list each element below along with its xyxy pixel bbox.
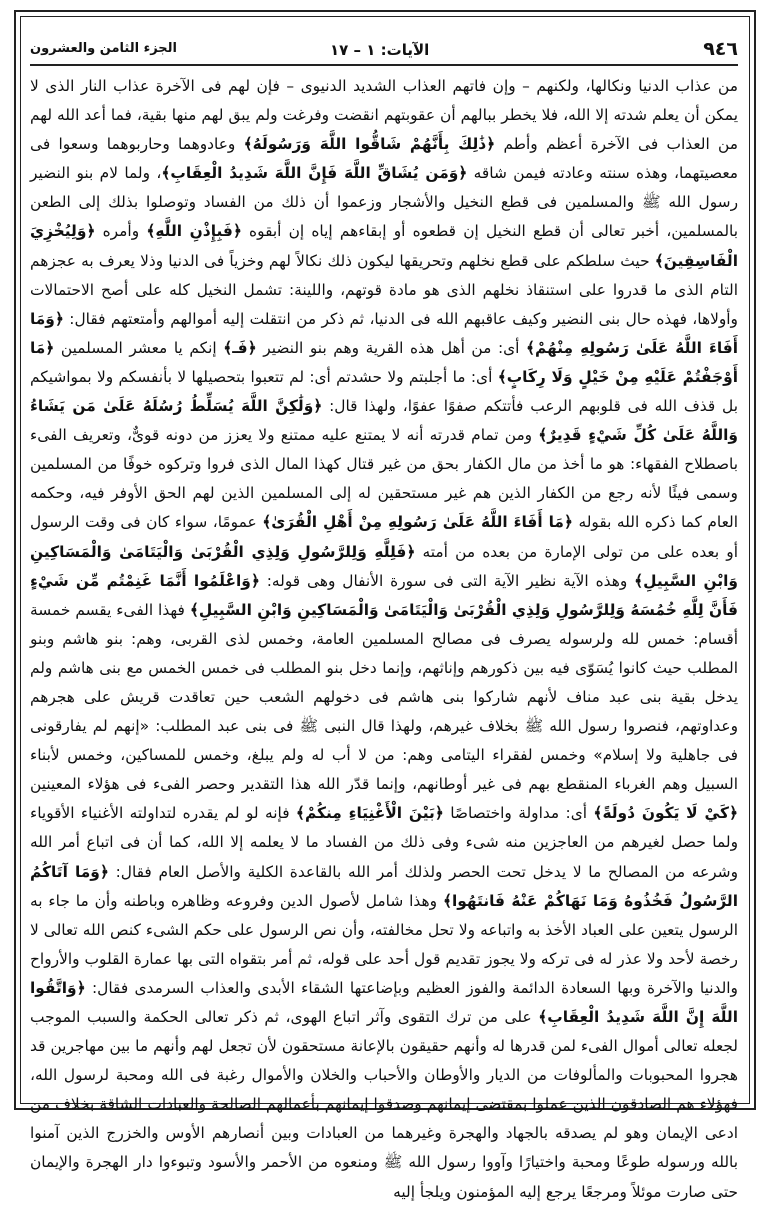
running-header bbox=[30, 38, 738, 64]
juz-title: الجزء الثامن والعشرون bbox=[30, 41, 178, 56]
quran-quote: ﴿وَلَٰكِنَّ اللَّهَ يُسَلِّطُ رُسُلَهُ عَلَىٰ مَن يَشَاءُ وَاللَّهُ عَلَىٰ كُلِّ شَيْءٍ قَدِيرٌ﴾ bbox=[30, 397, 738, 445]
quran-quote: ﴿كَيْ لَا يَكُونَ دُولَةً﴾ bbox=[593, 804, 739, 823]
quran-quote: ﴿فَلِلَّهِ وَلِلرَّسُولِ وَلِذِي الْقُرْبَىٰ وَالْيَتَامَىٰ وَالْمَسَاكِينِ وَابْنِ السَّبِيلِ﴾ bbox=[30, 542, 739, 590]
commentary-paragraph: من عذاب الدنيا ونكالها، ولكنهم – وإن فاتهم العذاب الشديد الدنيوى – فإن لهم فى الآخرة عذاب النار الذى لا يمكن أن يعلم شدته إلا الله، فلا يخطر ببالهم أن عقوبتهم انقضت وفرغت ولم يبق لهم منها بقية، فما أعد الله لهم من العذاب فى الآخرة أعظم وأطم ﴿ذَٰلِكَ بِأَنَّهُمْ شَاقُّوا اللَّهَ وَرَسُولَهُ﴾ وعادوهما وحاربوهما وسعوا فى معصيتهما، وهذه سنته وعادته فيمن شاقه ﴿وَمَن يُشَاقِّ اللَّهَ فَإِنَّ اللَّهَ شَدِيدُ الْعِقَابِ﴾، ولما لام بنو النضير رسول الله ﷺ والمسلمين فى قطع النخيل والأشجار وزعموا أن ذلك من الفساد وتوصلوا بذلك إلى الطعن بالمسلمين، أخبر تعالى أن قطع النخيل إن قطعوه أو إبقاءهم إياه إن أبقوه ﴿فَبِإِذْنِ اللَّهِ﴾ وأمره ﴿وَلِيُخْزِيَ الْفَاسِقِينَ﴾ حيث سلطكم على قطع نخلهم وتحريقها ليكون ذلك نكالاً لهم وخزياً فى الدنيا وذلا يعرف به عجزهم التام الذى ما قدروا على استنقاذ نخلهم الذى هو مادة قوتهم، واللينة: تشمل النخيل كله على أصح الاحتمالات وأولاها، فهذه حال بنى النضير وكيف عاقبهم الله فى الدنيا، ثم ذكر من انتقلت إليه أموالهم وأمتعتهم فقال: ﴿وَمَا أَفَاءَ اللَّهُ عَلَىٰ رَسُولِهِ مِنْهُمْ﴾ أى: من أهل هذه القرية وهم بنو النضير ﴿فَـ﴾ إنكم يا معشر المسلمين ﴿مَا أَوْجَفْتُمْ عَلَيْهِ مِنْ خَيْلٍ وَلَا رِكَابٍ﴾ أى: ما أجلبتم ولا حشدتم أى: لم تتعبوا بتحصيلها لا بأنفسكم ولا بمواشيكم بل قذف الله فى قلوبهم الرعب فأتتكم صفوًا عفوًا، ولهذا قال: ﴿وَلَٰكِنَّ اللَّهَ يُسَلِّطُ رُسُلَهُ عَلَىٰ مَن يَشَاءُ وَاللَّهُ عَلَىٰ كُلِّ شَيْءٍ قَدِيرٌ﴾ ومن تمام قدرته أنه لا يمتنع عليه ممتنع ولا يعزز من دونه قوىٌّ، وتعريف الفىء باصطلاح الفقهاء: هو ما أخذ من مال الكفار بحق من غير قتال كهذا المال الذى فروا وتركوه خوفًا من المسلمين وسمى فيئًا لأنه رجع من الكفار الذين هم غير مستحقين له إلى المسلمين الذين لهم الحق الأوفر فيه، وحكمه العام كما ذكره الله بقوله ﴿مَا أَفَاءَ اللَّهُ عَلَىٰ رَسُولِهِ مِنْ أَهْلِ الْقُرَىٰ﴾ عمومًا، سواء كان فى وقت الرسول أو بعده على من تولى الإمارة من بعده من أمته ﴿فَلِلَّهِ وَلِلرَّسُولِ وَلِذِي الْقُرْبَىٰ وَالْيَتَامَىٰ وَالْمَسَاكِينِ وَابْنِ السَّبِيلِ﴾ وهذه الآية نظير الآية التى فى سورة الأنفال وهى قوله: ﴿وَاعْلَمُوا أَنَّمَا غَنِمْتُم مِّن شَيْءٍ فَأَنَّ لِلَّهِ خُمُسَهُ وَلِلرَّسُولِ وَلِذِي الْقُرْبَىٰ وَالْيَتَامَىٰ وَالْمَسَاكِينِ وَابْنِ السَّبِيلِ﴾ فهذا الفىء يقسم خمسة أقسام: خمس لله ولرسوله يصرف فى مصالح المسلمين العامة، وخمس لذى القربى، وهم: بنو هاشم وبنو المطلب حيث كانوا يُسَوّى فيه بين ذكورهم وإناثهم، وإنما دخل بنو المطلب فى خمس الخمس مع بنى هاشم ولم يدخل بقية بنى عبد مناف لأنهم شاركوا بنى هاشم فى دخولهم الشعب حين تعاقدت قريش على هجرهم وعداوتهم، فنصروا رسول الله ﷺ بخلاف غيرهم، ولهذا قال النبى ﷺ فى بنى عبد المطلب: «إنهم لم يفارقونى فى جاهلية ولا إسلام» وخمس لفقراء اليتامى وهم: من لا أب له ولم يبلغ، وخمس للمساكين، وخمس لأبناء السبيل وهم الغرباء المنقطع بهم فى غير أوطانهم، وإنما قدّر الله هذا التقدير وحصر الفىء فى هؤلاء المعينين ﴿كَيْ لَا يَكُونَ دُولَةً﴾ أى: مداولة واختصاصًا ﴿بَيْنَ الْأَغْنِيَاءِ مِنكُمْ﴾ فإنه لو لم يقدره لتداولته الأغنياء الأقوياء ولما حصل لغيرهم من العاجزين منه شىء وفى ذلك من الفساد ما لا يعلمه إلا الله، كما أن فى اتباع أمر الله وشرعه من المصالح ما لا يدخل تحت الحصر ولذلك أمر الله بالقاعدة الكلية والأصل العام فقال: ﴿وَمَا آتَاكُمُ الرَّسُولُ فَخُذُوهُ وَمَا نَهَاكُمْ عَنْهُ فَانتَهُوا﴾ وهذا شامل لأصول الدين وفروعه وظاهره وباطنه وأن ما جاء به الرسول يتعين على العباد الأخذ به واتباعه ولا تحل مخالفته، وأن نص الرسول على حكم الشىء كنص الله تعالى لا رخصة لأحد ولا عذر له فى تركه ولا يجوز تقديم قول أحد على قوله، ثم أمر بتقواه التى بها عمارة القلوب والأرواح والدنيا والآخرة وبها السعادة الدائمة والفوز العظيم وبإضاعتها الشقاء الأبدى والعذاب السرمدى فقال: ﴿وَاتَّقُوا اللَّهَ إِنَّ اللَّهَ شَدِيدُ الْعِقَابِ﴾ على من ترك التقوى وآثر اتباع الهوى، ثم ذكر تعالى الحكمة والسبب الموجب لجعله تعالى أموال الفىء لمن قدرها له وأنهم حقيقون بالإعانة مستحقون لأن تجعل لهم وأنهم ما بين مهاجرين قد هجروا المحبوبات والمألوفات من الديار والأوطان والأحباب والخلان والأموال رغبة فى الله ومحبة لرسول الله، فهؤلاء هم الصادقون الذين عملوا بمقتضى إيمانهم وصدقوا إيمانهم بأعمالهم الصالحة والعبادات الشاقة بخلاف من ادعى الإيمان وهو لم يصدقه بالجهاد والهجرة وغيرهما من العبادات وبين أنصارهم الأوس والخزرج الذين آمنوا بالله ورسوله طوعًا ومحبة واختيارًا وآووا رسول الله ﷺ ومنعوه من الأحمر والأسود وتبوءوا دار الهجرة والإيمان حتى صارت موئلاً ومرجعًا يرجع إليه المؤمنون ويلجأ إليه bbox=[30, 77, 739, 1201]
quran-quote: ﴿وَمَن يُشَاقِّ اللَّهَ فَإِنَّ اللَّهَ شَدِيدُ الْعِقَابِ﴾ bbox=[161, 164, 468, 183]
quran-quote: ﴿وَلِيُخْزِيَ الْفَاسِقِينَ﴾ bbox=[30, 222, 738, 270]
quran-quote: ﴿فَـ﴾ bbox=[223, 338, 257, 357]
commentary-body bbox=[30, 72, 739, 1201]
quran-quote: ﴿مَا أَفَاءَ اللَّهُ عَلَىٰ رَسُولِهِ مِنْ أَهْلِ الْقُرَىٰ﴾ bbox=[262, 513, 573, 532]
quran-quote: ﴿بَيْنَ الْأَغْنِيَاءِ مِنكُمْ﴾ bbox=[295, 804, 444, 823]
verses-range: الآيات: ١ – ١٧ bbox=[330, 41, 430, 59]
quran-quote: ﴿وَمَا آتَاكُمُ الرَّسُولُ فَخُذُوهُ وَمَا نَهَاكُمْ عَنْهُ فَانتَهُوا﴾ bbox=[30, 862, 738, 910]
quran-quote: ﴿مَا أَوْجَفْتُمْ عَلَيْهِ مِنْ خَيْلٍ وَلَا رِكَابٍ﴾ bbox=[30, 338, 738, 386]
quran-quote: ﴿وَاتَّقُوا اللَّهَ إِنَّ اللَّهَ شَدِيدُ الْعِقَابِ﴾ bbox=[30, 978, 738, 1026]
quran-quote: ﴿ذَٰلِكَ بِأَنَّهُمْ شَاقُّوا اللَّهَ وَرَسُولَهُ﴾ bbox=[243, 135, 496, 154]
quran-quote: ﴿فَبِإِذْنِ اللَّهِ﴾ bbox=[146, 222, 242, 241]
header-rule bbox=[30, 64, 738, 66]
page-number: ٩٤٦ bbox=[703, 38, 738, 60]
quran-quote: ﴿وَاعْلَمُوا أَنَّمَا غَنِمْتُم مِّن شَيْءٍ فَأَنَّ لِلَّهِ خُمُسَهُ وَلِلرَّسُولِ وَلِذِي الْقُرْبَىٰ وَالْيَتَامَىٰ وَالْمَسَاكِينِ وَابْنِ السَّبِيلِ﴾ bbox=[30, 571, 738, 619]
quran-quote: ﴿وَمَا أَفَاءَ اللَّهُ عَلَىٰ رَسُولِهِ مِنْهُمْ﴾ bbox=[30, 309, 738, 357]
